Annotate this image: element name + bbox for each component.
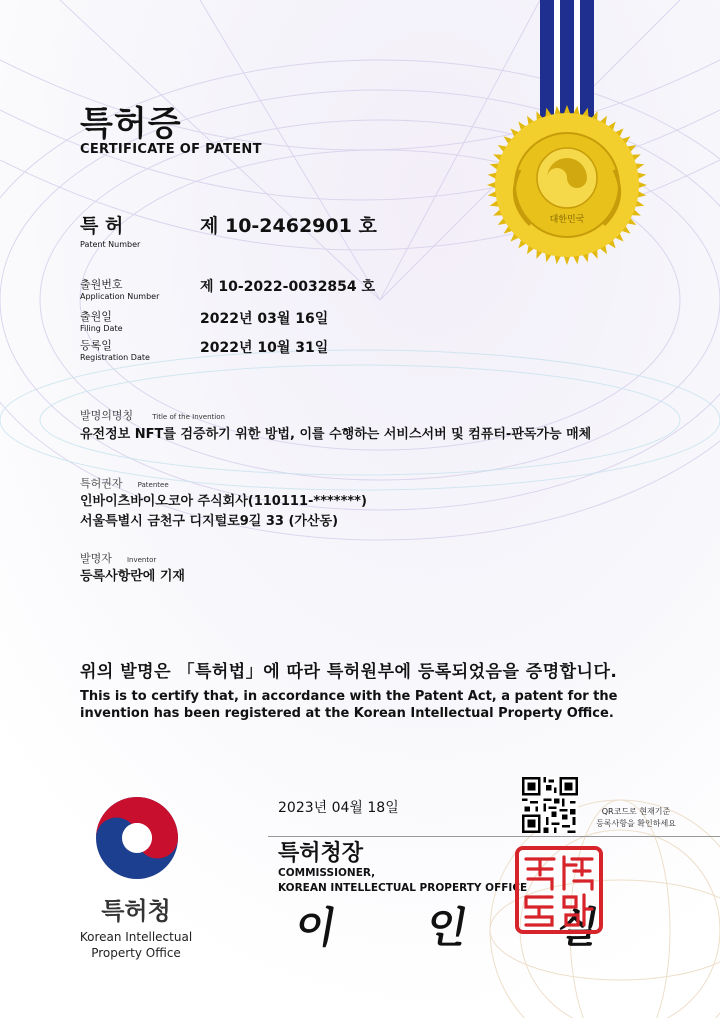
kipo-name-en-line2: Property Office: [91, 946, 181, 960]
inventor-value: 등록사항란에 기재: [80, 569, 185, 584]
kipo-name-en: [72, 929, 200, 961]
invention-label: 발명의명칭: [80, 409, 134, 422]
inventor-label: 발명자: [80, 552, 112, 565]
gold-medal: [470, 0, 670, 280]
patent-label-en: Patent Number: [80, 240, 141, 249]
patentee-label-group: [80, 472, 169, 491]
qr-note-line2: 등록사항을 확인하세요: [596, 819, 676, 828]
commissioner-title-en-line2: KOREAN INTELLECTUAL PROPERTY OFFICE: [278, 882, 528, 894]
application-number: 제 10-2022-0032854 호: [200, 279, 376, 295]
commissioner-signature: 이 인 실: [291, 903, 641, 952]
invention-label-en: Title of the Invention: [152, 413, 225, 421]
medal-text: 대한민국: [549, 215, 585, 225]
inventor-label-group: [80, 547, 156, 566]
patentee-label-en: Patentee: [137, 481, 169, 489]
commissioner-title-en: [278, 866, 527, 896]
qr-code-icon[interactable]: [522, 777, 578, 833]
filing-label-en: Filing Date: [80, 324, 123, 333]
filing-label: 출원일: [80, 310, 112, 323]
certificate-title-en: CERTIFICATE OF PATENT: [80, 142, 262, 157]
registration-label: 등록일: [80, 339, 112, 352]
patentee-address: 서울특별시 금천구 디지털로9길 33 (가산동): [80, 514, 339, 529]
certification-statement-en: This is to certify that, in accordance with the Patent Act, a patent for the invention has been registered at the Korean Intellectual Property Office.: [80, 689, 618, 721]
qr-note: [582, 806, 690, 830]
filing-date: 2022년 03월 16일: [200, 311, 329, 327]
application-label: 출원번호: [80, 278, 123, 291]
patentee-name: 인바이츠바이오코아 주식회사(110111-*******): [80, 494, 367, 509]
commissioner-title: 특허청장: [278, 841, 364, 866]
invention-title: 유전정보 NFT를 검증하기 위한 방법, 이를 수행하는 서비스서버 및 컴퓨터-판독가능 매체: [80, 427, 592, 442]
certificate-title: 특허증: [80, 104, 182, 144]
kipo-name-en-line1: Korean Intellectual: [79, 930, 193, 944]
invention-label-group: [80, 404, 225, 423]
registration-date: 2022년 10월 31일: [200, 340, 329, 356]
registration-label-en: Registration Date: [80, 353, 150, 362]
certification-statement-ko: 위의 발명은 「특허법」에 따라 특허원부에 등록되었음을 증명합니다.: [80, 662, 618, 682]
qr-note-line1: QR코드로 현재기준: [601, 807, 671, 816]
commissioner-title-en-line1: COMMISSIONER,: [278, 867, 376, 879]
patent-label: 특 허: [80, 215, 124, 237]
official-seal-stamp: [514, 845, 604, 935]
patentee-label: 특허권자: [80, 477, 123, 490]
kipo-name: 특허청: [101, 897, 171, 925]
patent-number: 제 10-2462901 호: [200, 215, 377, 237]
inventor-label-en: Inventor: [126, 556, 157, 564]
application-label-en: Application Number: [80, 292, 160, 301]
kipo-logo-icon: [94, 795, 180, 881]
issue-date: 2023년 04월 18일: [278, 800, 399, 816]
